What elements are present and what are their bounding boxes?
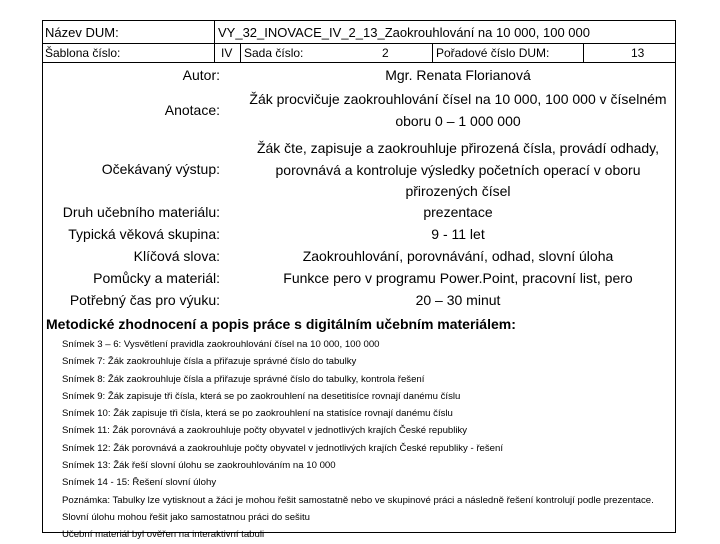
skupina-value: 9 - 11 let: [431, 226, 485, 242]
slide-note-line: Snímek 3 – 6: Vysvětlení pravidla zaokrouhlování čísel na 10 000, 100 000: [62, 339, 380, 350]
metodicke-title: Metodické zhodnocení a popis práce s digitálním učebním materiálem:: [46, 316, 516, 332]
divider: [240, 44, 241, 63]
slova-label: Klíčová slova:: [133, 248, 220, 264]
sada-value: 2: [382, 46, 389, 60]
slide-note-line: Snímek 10: Žák zapisuje tři čísla, která se po zaokrouhlení na statisíce rovnají danému číslu: [62, 408, 453, 420]
header-row-2: [43, 44, 675, 63]
slide-note-line: Snímek 12: Žák porovnává a zaokrouhluje počty obyvatel v jednotlivých krajích České republiky - řešení: [62, 442, 503, 454]
druh-label: Druh učebního materiálu:: [62, 204, 220, 220]
slide-note-line: Snímek 8: Žák zaokrouhluje čísla a přiřazuje správné číslo do tabulky, kontrola řešení: [62, 373, 425, 385]
cas-value: 20 – 30 minut: [415, 292, 501, 308]
skupina-label: Typická věková skupina:: [68, 226, 220, 242]
anotace-value: Žák procvičuje zaokrouhlování čísel na 10 000, 100 000 v číselném oboru 0 – 1 000 000: [249, 91, 667, 129]
poradove-value: 13: [631, 46, 645, 60]
final-note: Učební materiál byl ověřen na interaktivní tabuli: [62, 529, 265, 541]
pomucky-label: Pomůcky a materiál:: [93, 270, 220, 286]
dum-info-sheet: [42, 20, 676, 541]
nazev-label: Název DUM:: [45, 25, 119, 40]
slide-note-line: Snímek 14 - 15: Řešení slovní úlohy: [62, 477, 217, 489]
pomucky-value: Funkce pero v programu Power.Point, pracovní list, pero: [283, 270, 633, 286]
sada-label: Sada číslo:: [244, 46, 304, 60]
metodicke-notes: [62, 336, 667, 544]
anotace-label: Anotace:: [164, 102, 220, 118]
vystup-label: Očekávaný výstup:: [101, 161, 220, 177]
nazev-value: VY_32_INOVACE_IV_2_13_Zaokrouhlování na 10 000, 100 000: [218, 25, 590, 40]
cas-label: Potřebný čas pro výuku:: [69, 292, 220, 308]
slide-note-line: Snímek 11: Žák porovnává a zaokrouhluje počty obyvatel v jednotlivých krajích České republiky: [62, 425, 468, 437]
divider: [432, 44, 433, 63]
slide-note-line: Snímek 7: Žák zaokrouhluje čísla a přiřazuje správné číslo do tabulky: [62, 356, 357, 368]
autor-label: Autor:: [182, 67, 220, 83]
druh-value: prezentace: [423, 204, 493, 220]
slide-note-line: Snímek 9: Žák zapisuje tři čísla, která se po zaokrouhlení na desetitisíce rovnají danému číslu: [62, 390, 461, 402]
autor-value: Mgr. Renata Florianová: [385, 67, 531, 83]
sablona-value: IV: [221, 46, 233, 60]
divider: [583, 44, 584, 63]
vystup-value: Žák čte, zapisuje a zaokrouhluje přirozená čísla, provádí odhady, porovnává a kontroluje výsledky početních operací v oboru přirozených čísel: [256, 140, 660, 199]
slide-note-line: Snímek 13: Žák řeší slovní úlohu se zaokrouhlováním na 10 000: [62, 460, 336, 472]
sablona-label: Šablona číslo:: [45, 46, 121, 60]
poznamka-note: Poznámka: Tabulky lze vytisknout a žáci je mohou řešit samostatně nebo ve skupinové práci a následně řešení kontrolují podle prezentace. Slovní úlohu mohou řešit jako samostatnou práci do sešitu: [62, 494, 654, 523]
slova-value: Zaokrouhlování, porovnávání, odhad, slovní úloha: [302, 248, 614, 264]
divider: [214, 21, 215, 63]
poradove-label: Pořadové číslo DUM:: [436, 46, 550, 60]
